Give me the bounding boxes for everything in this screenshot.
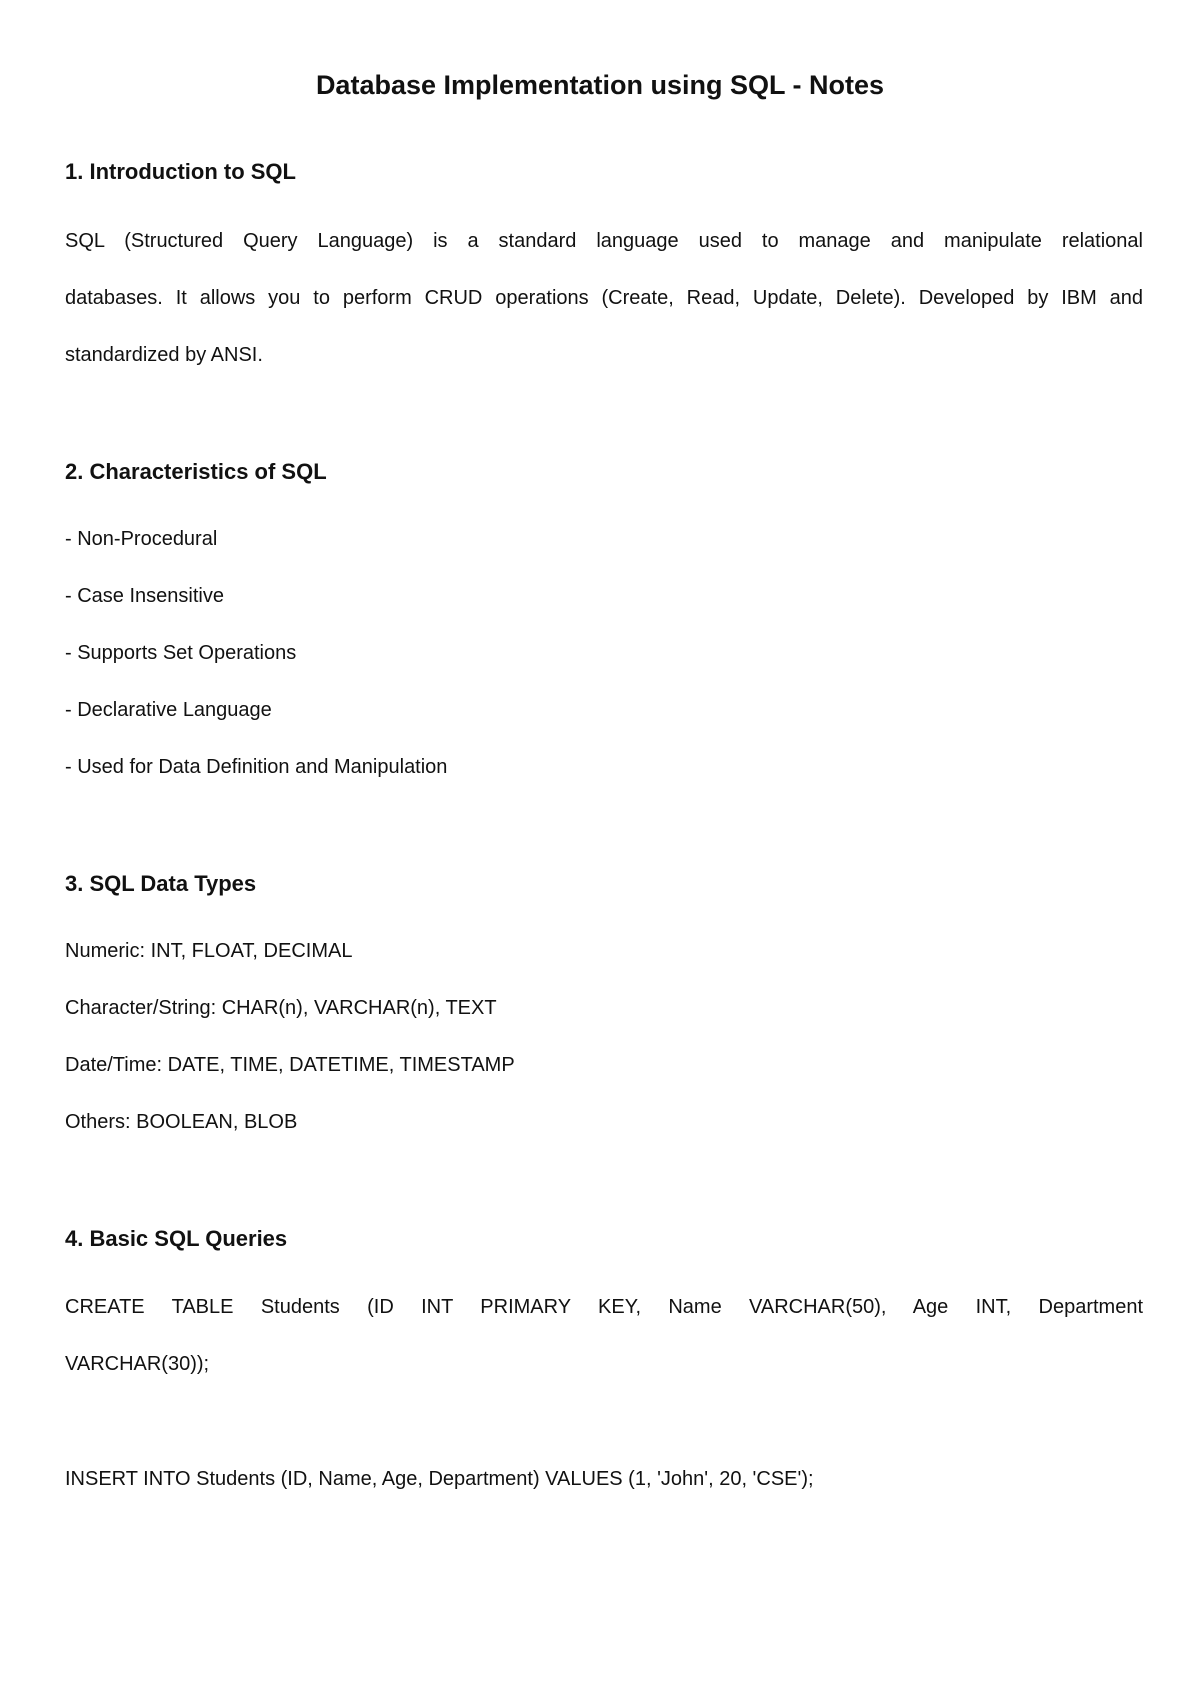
section-heading-basic-queries: 4. Basic SQL Queries	[65, 1226, 288, 1251]
intro-line-1: SQL (Structured Query Language) is a standard language used to manage and manipulate relational	[65, 230, 1143, 252]
data-type-item: Date/Time: DATE, TIME, DATETIME, TIMESTAMP	[65, 1054, 515, 1076]
characteristic-item: - Non-Procedural	[65, 528, 218, 550]
create-table-query-line-2: VARCHAR(30));	[65, 1353, 210, 1375]
create-table-query-line-1: CREATE TABLE Students (ID INT PRIMARY KEY, Name VARCHAR(50), Age INT, Department	[65, 1296, 1143, 1318]
characteristic-item: - Declarative Language	[65, 699, 272, 721]
characteristic-item: - Used for Data Definition and Manipulation	[65, 756, 448, 778]
intro-line-3: standardized by ANSI.	[65, 344, 263, 366]
data-type-item: Character/String: CHAR(n), VARCHAR(n), TEXT	[65, 997, 497, 1019]
intro-line-2: databases. It allows you to perform CRUD operations (Create, Read, Update, Delete). Developed by IBM and	[65, 287, 1143, 309]
characteristic-item: - Case Insensitive	[65, 585, 224, 607]
data-type-item: Numeric: INT, FLOAT, DECIMAL	[65, 940, 353, 962]
section-heading-characteristics: 2. Characteristics of SQL	[65, 459, 327, 484]
section-heading-data-types: 3. SQL Data Types	[65, 871, 257, 896]
page-title: Database Implementation using SQL - Notes	[315, 70, 885, 100]
section-heading-introduction: 1. Introduction to SQL	[65, 159, 296, 184]
data-type-item: Others: BOOLEAN, BLOB	[65, 1111, 298, 1133]
characteristic-item: - Supports Set Operations	[65, 642, 297, 664]
insert-query: INSERT INTO Students (ID, Name, Age, Department) VALUES (1, 'John', 20, 'CSE');	[65, 1468, 814, 1490]
